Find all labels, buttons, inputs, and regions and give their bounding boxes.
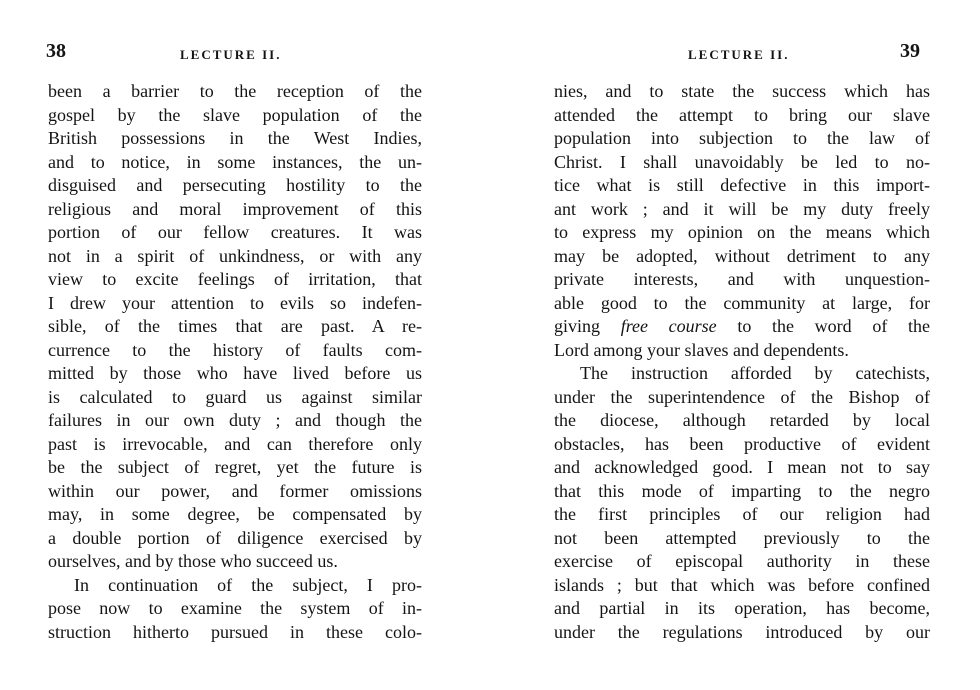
text-line: may, in some degree, be compensated by <box>48 504 422 524</box>
text-line: Christ. I shall unavoidably be led to no- <box>554 151 930 172</box>
text-line: The instruction afforded by catechists, <box>580 363 930 383</box>
text-line: the diocese, although retarded by local <box>554 410 930 430</box>
text-line: tice what is still defective in this import- <box>554 175 930 195</box>
text-line: be the subject of regret, yet the future is <box>48 457 422 477</box>
text-line: is calculated to guard us against similar <box>48 386 422 407</box>
running-head: LECTURE II. <box>688 47 790 62</box>
text-line: to express my opinion on the means which <box>554 222 930 242</box>
text-line: Lord among your slaves and dependents. <box>554 339 849 360</box>
text-line: exercise of episcopal authority in these <box>554 551 930 571</box>
text-line: within our power, and former omissions <box>48 480 422 501</box>
text-segment: to the word of the <box>737 316 930 336</box>
text-line: British possessions in the West Indies, <box>48 128 422 148</box>
text-line: that this mode of imparting to the negro <box>554 480 930 501</box>
text-line: pose now to examine the system of in- <box>48 598 422 618</box>
text-line: under the superintendence of the Bishop of <box>554 386 930 407</box>
text-line: disguised and persecuting hostility to the <box>48 175 422 195</box>
text-line: the first principles of our religion had <box>554 504 930 524</box>
text-line: ant work ; and it will be my duty freely <box>554 198 930 219</box>
text-line: currence to the history of faults com- <box>48 339 422 360</box>
text-line: able good to the community at large, for <box>554 292 930 313</box>
text-line-mixed <box>554 315 930 339</box>
text-line: population into subjection to the law of <box>554 128 930 148</box>
text-line: religious and moral improvement of this <box>48 198 422 219</box>
text-line: islands ; but that which was before confined <box>554 574 930 595</box>
text-line: view to excite feelings of irritation, that <box>48 269 422 289</box>
text-line: not been attempted previously to the <box>554 527 930 548</box>
text-line: I drew your attention to evils so indefen- <box>48 292 422 313</box>
page-number: 38 <box>46 40 66 62</box>
text-line: a double portion of diligence exercised by <box>48 527 422 548</box>
page-number: 39 <box>900 40 920 62</box>
text-line: may be adopted, without detriment to any <box>554 245 930 266</box>
text-line: been a barrier to the reception of the <box>48 81 422 101</box>
body-text <box>554 80 930 644</box>
text-line: private interests, and with unquestion- <box>554 269 930 289</box>
text-line: attended the attempt to bring our slave <box>554 104 930 125</box>
text-line: obstacles, has been productive of evident <box>554 433 930 454</box>
text-line: In continuation of the subject, I pro- <box>74 574 422 595</box>
text-line: mitted by those who have lived before us <box>48 363 422 383</box>
text-line: under the regulations introduced by our <box>554 621 930 642</box>
text-line: nies, and to state the success which has <box>554 81 930 101</box>
text-line: and acknowledged good. I mean not to say <box>554 457 930 477</box>
text-line: struction hitherto pursued in these colo- <box>48 621 422 642</box>
text-line: ourselves, and by those who succeed us. <box>48 551 338 571</box>
italic-text-segment: free course <box>620 316 717 336</box>
text-line: not in a spirit of unkindness, or with any <box>48 245 422 266</box>
running-head: LECTURE II. <box>180 47 282 62</box>
text-line: failures in our own duty ; and though the <box>48 410 422 430</box>
body-text <box>48 80 422 644</box>
text-line: sible, of the times that are past. A re- <box>48 316 422 336</box>
text-line: portion of our fellow creatures. It was <box>48 222 422 242</box>
text-line: gospel by the slave population of the <box>48 104 422 125</box>
right-page <box>490 0 980 690</box>
text-segment: giving <box>554 316 601 336</box>
text-line: past is irrevocable, and can therefore only <box>48 433 422 454</box>
text-line: and to notice, in some instances, the un- <box>48 151 422 172</box>
text-line: and partial in its operation, has become, <box>554 598 930 618</box>
